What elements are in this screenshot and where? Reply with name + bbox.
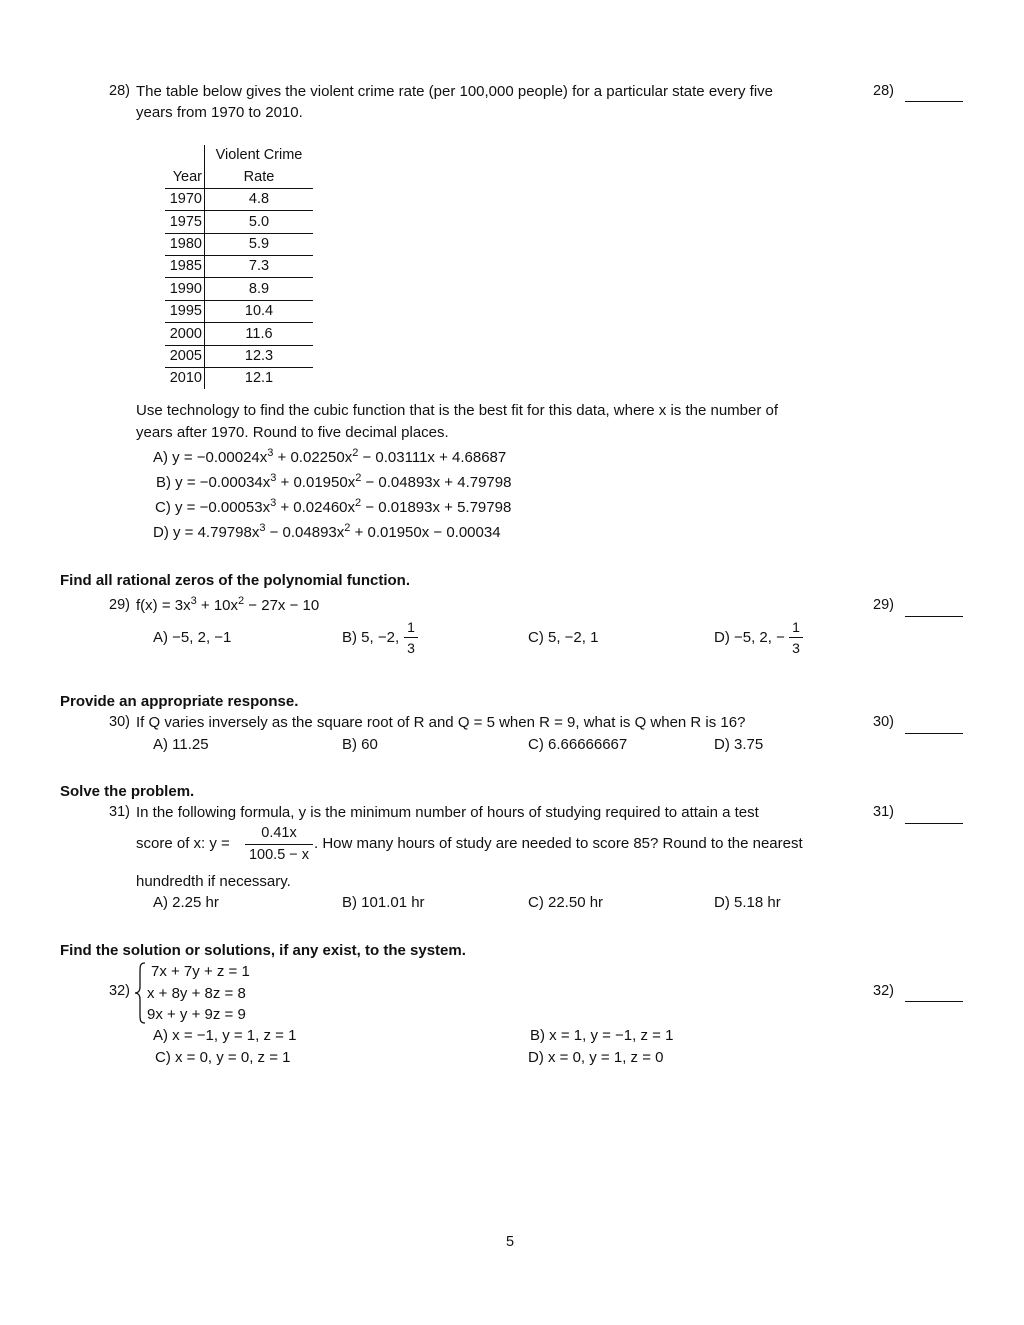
q31-option-d[interactable]: D) 5.18 hr bbox=[714, 894, 781, 911]
rate-cell: 5.9 bbox=[205, 233, 314, 255]
q28-option-d[interactable] bbox=[153, 522, 501, 541]
q29-answer-number: 29) bbox=[873, 597, 894, 613]
year-cell: 2005 bbox=[165, 345, 205, 367]
q31-option-b[interactable]: B) 101.01 hr bbox=[342, 894, 425, 911]
rate-cell: 11.6 bbox=[205, 323, 314, 345]
rate-cell: 7.3 bbox=[205, 255, 314, 277]
q30-text: If Q varies inversely as the square root of R and Q = 5 when R = 9, what is Q when R is 16? bbox=[136, 714, 746, 731]
rate-cell: 4.8 bbox=[205, 188, 314, 210]
fraction-numerator: 0.41x bbox=[245, 826, 313, 845]
section-heading-system: Find the solution or solutions, if any exist, to the system. bbox=[60, 942, 466, 959]
q29-number: 29) bbox=[109, 597, 130, 613]
q28-option-b[interactable] bbox=[156, 472, 512, 491]
q28-option-c[interactable] bbox=[155, 497, 512, 516]
option-text: D) −5, 2, − bbox=[714, 629, 785, 646]
q30-number: 30) bbox=[109, 714, 130, 730]
q31-text-line2: . How many hours of study are needed to score 85? Round to the nearest bbox=[314, 835, 803, 852]
table-row bbox=[165, 278, 313, 300]
year-cell: 1985 bbox=[165, 255, 205, 277]
option-text: $y = -0.00024x^3 + 0.02250x^2 - 0.03111x + 4.68687$ bbox=[172, 447, 507, 466]
q28-text-line2: years from 1970 to 2010. bbox=[136, 104, 303, 121]
table-header-rate-line1: Violent Crime bbox=[215, 147, 303, 164]
option-text: $y = 4.79798x^3 - 0.04893x^2 + 0.01950x - 0.00034$ bbox=[173, 522, 501, 541]
q32-number: 32) bbox=[109, 983, 130, 999]
q32-option-c[interactable]: C) x = 0, y = 0, z = 1 bbox=[155, 1049, 291, 1066]
table-row bbox=[165, 367, 313, 389]
year-cell: 2010 bbox=[165, 367, 205, 389]
table-row bbox=[165, 300, 313, 322]
q32-answer-number: 32) bbox=[873, 983, 894, 999]
table-header-rate-line2: Rate bbox=[205, 166, 314, 188]
year-cell: 1970 bbox=[165, 188, 205, 210]
section-heading-solve-problem: Solve the problem. bbox=[60, 783, 195, 800]
q29-function: $f(x) = 3x^3 + 10x^2 - 27x - 10$ bbox=[136, 595, 320, 614]
option-label: B) bbox=[156, 474, 171, 491]
q31-number: 31) bbox=[109, 804, 130, 820]
q30-option-d[interactable]: D) 3.75 bbox=[714, 736, 764, 753]
q31-formula-fraction bbox=[245, 826, 313, 862]
q30-option-b[interactable]: B) 60 bbox=[342, 736, 378, 753]
option-label: C) bbox=[155, 499, 171, 516]
q29-option-c[interactable]: C) 5, −2, 1 bbox=[528, 629, 599, 646]
q31-text-line1: In the following formula, y is the minimum number of hours of studying required to attain a test bbox=[136, 804, 759, 821]
q30-answer-number: 30) bbox=[873, 714, 894, 730]
q28-answer-blank[interactable] bbox=[905, 101, 963, 102]
fraction-denominator: 100.5 − x bbox=[248, 846, 310, 863]
q31-answer-blank[interactable] bbox=[905, 823, 963, 824]
q32-option-a[interactable]: A) x = −1, y = 1, z = 1 bbox=[153, 1027, 297, 1044]
option-label: D) bbox=[153, 524, 169, 541]
q28-option-a[interactable] bbox=[153, 447, 507, 466]
year-cell: 2000 bbox=[165, 323, 205, 345]
q31-answer-number: 31) bbox=[873, 804, 894, 820]
q32-option-d[interactable]: D) x = 0, y = 1, z = 0 bbox=[528, 1049, 664, 1066]
rate-cell: 12.1 bbox=[244, 370, 274, 387]
table-header-year: Year bbox=[165, 166, 205, 188]
q28-answer-number: 28) bbox=[873, 83, 894, 99]
q32-equation-2: x + 8y + 8z = 8 bbox=[147, 985, 246, 1002]
table-row bbox=[165, 188, 313, 210]
q31-option-a[interactable]: A) 2.25 hr bbox=[153, 894, 219, 911]
q28-instruction-line1: Use technology to find the cubic function that is the best fit for this data, where x is the number of bbox=[136, 402, 779, 419]
q32-option-b[interactable]: B) x = 1, y = −1, z = 1 bbox=[530, 1027, 674, 1044]
q30-option-a[interactable]: A) 11.25 bbox=[153, 736, 209, 753]
fraction-one-third: $\frac{1}{3}$ bbox=[404, 620, 418, 655]
fraction-one-third: $\frac{1}{3}$ bbox=[789, 620, 803, 655]
year-cell: 1995 bbox=[165, 300, 205, 322]
q30-answer-blank[interactable] bbox=[905, 733, 963, 734]
q31-option-c[interactable]: C) 22.50 hr bbox=[528, 894, 604, 911]
table-row bbox=[165, 211, 313, 233]
crime-rate-table bbox=[165, 145, 313, 389]
table-row bbox=[165, 323, 313, 345]
left-brace-icon bbox=[134, 962, 146, 1024]
year-cell: 1990 bbox=[165, 278, 205, 300]
q30-option-c[interactable]: C) 6.66666667 bbox=[528, 736, 628, 753]
q28-number: 28) bbox=[109, 83, 130, 99]
option-label: A) bbox=[153, 449, 168, 466]
year-cell: 1975 bbox=[165, 211, 205, 233]
q32-answer-blank[interactable] bbox=[905, 1001, 963, 1002]
q28-text-line1: The table below gives the violent crime rate (per 100,000 people) for a particular state every five bbox=[136, 83, 774, 100]
q31-text-line3: hundredth if necessary. bbox=[136, 873, 291, 890]
table-row bbox=[165, 345, 313, 367]
q32-equation-3: 9x + y + 9z = 9 bbox=[147, 1006, 246, 1023]
q28-instruction-line2: years after 1970. Round to five decimal places. bbox=[136, 424, 449, 441]
rate-cell: 8.9 bbox=[205, 278, 314, 300]
q31-formula-prefix: score of x: y = bbox=[136, 835, 230, 852]
rate-cell: 10.4 bbox=[205, 300, 314, 322]
q32-equation-1: 7x + 7y + z = 1 bbox=[151, 963, 250, 980]
section-heading-appropriate-response: Provide an appropriate response. bbox=[60, 693, 299, 710]
page-number: 5 bbox=[506, 1234, 515, 1250]
option-text: $y = -0.00053x^3 + 0.02460x^2 - 0.01893x + 5.79798$ bbox=[175, 497, 512, 516]
option-text: B) 5, −2, bbox=[342, 629, 400, 646]
table-row bbox=[165, 233, 313, 255]
table-row bbox=[165, 255, 313, 277]
q29-answer-blank[interactable] bbox=[905, 616, 963, 617]
option-text: $y = -0.00034x^3 + 0.01950x^2 - 0.04893x + 4.79798$ bbox=[175, 472, 512, 491]
q29-option-a[interactable]: A) −5, 2, −1 bbox=[153, 629, 232, 646]
year-cell: 1980 bbox=[165, 233, 205, 255]
rate-cell: 5.0 bbox=[205, 211, 314, 233]
rate-cell: 12.3 bbox=[205, 345, 314, 367]
table-header-blank bbox=[165, 145, 205, 166]
section-heading-rational-zeros: Find all rational zeros of the polynomial function. bbox=[60, 572, 411, 589]
